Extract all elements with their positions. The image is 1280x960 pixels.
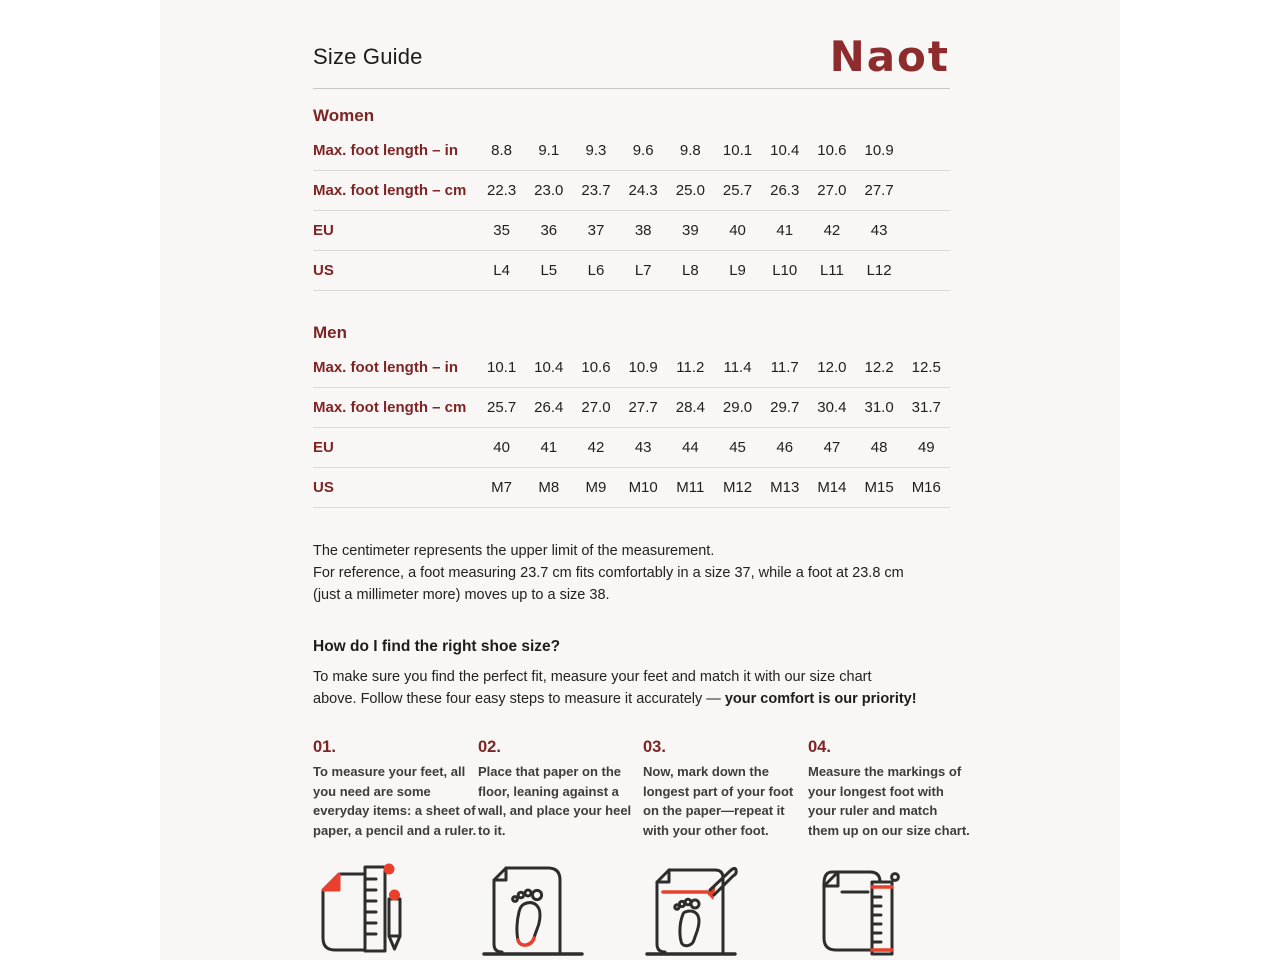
size-value-cell: M13 xyxy=(770,479,800,496)
size-value-cell: 27.0 xyxy=(581,399,611,416)
size-table-row xyxy=(313,211,950,251)
steps-row xyxy=(313,736,970,840)
step-2-number: 02. xyxy=(478,738,501,756)
women-heading: Women xyxy=(313,106,375,125)
size-value-cell: L10 xyxy=(772,262,798,279)
size-value-cell: M16 xyxy=(911,479,941,496)
size-value-cell: 10.4 xyxy=(534,359,564,376)
size-value-cell: 27.0 xyxy=(817,182,847,199)
size-value-cell: M10 xyxy=(628,479,658,496)
size-value-cell: 26.4 xyxy=(534,399,564,416)
size-value-cell: 46 xyxy=(776,439,794,456)
size-value-cell: M8 xyxy=(538,479,560,496)
row-label: US xyxy=(313,479,334,496)
size-value-cell: 45 xyxy=(729,439,746,456)
size-value-cell: 31.0 xyxy=(864,399,894,416)
size-value-cell: 12.2 xyxy=(864,359,894,376)
size-value-cell: 41 xyxy=(776,222,794,239)
size-value-cell: 27.7 xyxy=(864,182,894,199)
row-label: Max. foot length – cm xyxy=(313,182,467,199)
size-table-row xyxy=(313,131,950,171)
size-guide-panel xyxy=(160,0,1120,960)
size-value-cell: 25.7 xyxy=(722,182,753,199)
size-value-cell: 10.6 xyxy=(581,359,611,376)
size-value-cell: 9.3 xyxy=(585,142,607,159)
size-value-cell: 11.2 xyxy=(676,359,705,376)
size-value-cell: 40 xyxy=(729,222,746,239)
women-size-table xyxy=(313,131,950,291)
note-line: For reference, a foot measuring 23.7 cm fits comfortably in a size 37, while a foot at 23.8 cm xyxy=(313,565,904,581)
size-value-cell: 8.8 xyxy=(491,142,513,159)
row-label: Max. foot length – in xyxy=(313,359,458,376)
measurement-note xyxy=(313,540,950,606)
step-3 xyxy=(643,736,808,840)
size-value-cell: 42 xyxy=(823,222,841,239)
size-value-cell: 10.1 xyxy=(722,142,753,159)
size-value-cell: M9 xyxy=(585,479,607,496)
howto-line: To make sure you find the perfect fit, measure your feet and match it with our size chart xyxy=(313,669,872,685)
size-value-cell: 30.4 xyxy=(817,399,847,416)
size-table-row xyxy=(313,468,950,508)
size-value-cell: M15 xyxy=(864,479,894,496)
size-value-cell: 23.7 xyxy=(581,182,611,199)
howto-heading: How do I find the right shoe size? xyxy=(313,638,561,655)
size-value-cell: 23.0 xyxy=(534,182,564,199)
size-value-cell: L4 xyxy=(493,262,510,279)
size-table-row xyxy=(313,388,950,428)
size-value-cell: 25.7 xyxy=(486,399,517,416)
size-table-row xyxy=(313,171,950,211)
step-1-text: To measure your feet, all you need are some everyday items: a sheet of paper, a pencil and a ruler. xyxy=(313,764,477,838)
page-title: Size Guide xyxy=(313,44,423,69)
size-value-cell: 12.5 xyxy=(911,359,941,376)
size-value-cell: 26.3 xyxy=(770,182,800,199)
men-size-table xyxy=(313,348,950,508)
size-value-cell: 9.8 xyxy=(679,142,701,159)
size-value-cell: 10.1 xyxy=(486,359,517,376)
step-2 xyxy=(478,736,643,840)
step-1-number: 01. xyxy=(313,738,336,756)
paper-ruler-pencil-icon xyxy=(313,862,413,956)
men-heading: Men xyxy=(313,323,347,342)
size-value-cell: 10.6 xyxy=(817,142,847,159)
header xyxy=(313,0,950,88)
size-value-cell: M12 xyxy=(722,479,753,496)
size-value-cell: 43 xyxy=(634,439,652,456)
step-3-text: Now, mark down the longest part of your foot on the paper—repeat it with your other foot. xyxy=(643,764,794,838)
howto-line: above. Follow these four easy steps to measure it accurately — your comfort is our priority! xyxy=(313,691,917,707)
men-section xyxy=(313,321,950,508)
size-value-cell: 42 xyxy=(587,439,605,456)
size-value-cell: 38 xyxy=(634,222,652,239)
size-table-row xyxy=(313,348,950,388)
size-value-cell: 24.3 xyxy=(628,182,658,199)
size-value-cell: 28.4 xyxy=(675,399,705,416)
size-value-cell: 36 xyxy=(540,222,558,239)
step-1 xyxy=(313,736,478,840)
row-label: Max. foot length – cm xyxy=(313,399,467,416)
size-table-row xyxy=(313,428,950,468)
size-value-cell: 35 xyxy=(493,222,510,239)
size-value-cell: 39 xyxy=(682,222,699,239)
size-value-cell: 9.6 xyxy=(632,142,654,159)
size-value-cell: 25.0 xyxy=(675,182,705,199)
women-section xyxy=(313,104,950,291)
step-2-text: Place that paper on the floor, leaning against a wall, and place your heel to it. xyxy=(478,764,632,838)
step-4-number: 04. xyxy=(808,738,831,756)
row-label: EU xyxy=(313,439,334,456)
size-value-cell: L11 xyxy=(819,262,844,279)
howto-emphasis: your comfort is our priority! xyxy=(724,691,917,707)
size-value-cell: 29.0 xyxy=(722,399,753,416)
size-value-cell: 27.7 xyxy=(628,399,658,416)
size-value-cell: 29.7 xyxy=(770,399,800,416)
mark-foot-pencil-icon xyxy=(643,862,753,956)
size-value-cell: 11.4 xyxy=(723,359,752,376)
row-label: Max. foot length – in xyxy=(313,142,458,159)
size-value-cell: 10.9 xyxy=(864,142,894,159)
step-4-text: Measure the markings of your longest foot with your ruler and match them up on our size chart. xyxy=(808,764,970,838)
size-value-cell: L8 xyxy=(682,262,699,279)
size-value-cell: 44 xyxy=(682,439,699,456)
size-value-cell: 49 xyxy=(917,439,935,456)
naot-logo: Naot xyxy=(829,32,950,81)
size-value-cell: 9.1 xyxy=(538,142,560,159)
size-table-row xyxy=(313,251,950,291)
note-line: The centimeter represents the upper limit of the measurement. xyxy=(313,543,715,559)
step-4 xyxy=(808,736,973,840)
size-value-cell: 11.7 xyxy=(770,359,799,376)
size-value-cell: 43 xyxy=(870,222,888,239)
row-label: EU xyxy=(313,222,334,239)
size-value-cell: L12 xyxy=(866,262,892,279)
size-value-cell: M14 xyxy=(817,479,847,496)
size-value-cell: 41 xyxy=(540,439,558,456)
size-value-cell: M11 xyxy=(676,479,705,496)
row-label: US xyxy=(313,262,334,279)
size-value-cell: 10.4 xyxy=(770,142,800,159)
size-value-cell: 47 xyxy=(823,439,841,456)
note-line: (just a millimeter more) moves up to a size 38. xyxy=(313,587,610,603)
size-value-cell: L6 xyxy=(587,262,605,279)
size-value-cell: L7 xyxy=(634,262,652,279)
size-value-cell: 37 xyxy=(587,222,605,239)
howto-paragraph xyxy=(313,666,950,710)
size-guide-content xyxy=(313,0,970,956)
step-3-number: 03. xyxy=(643,738,666,756)
paper-footprint-heel-icon xyxy=(478,862,588,956)
size-value-cell: 22.3 xyxy=(486,182,517,199)
size-value-cell: 31.7 xyxy=(911,399,941,416)
size-value-cell: 10.9 xyxy=(628,359,658,376)
step-icons-row xyxy=(313,862,950,956)
size-value-cell: 12.0 xyxy=(817,359,847,376)
size-value-cell: M7 xyxy=(491,479,513,496)
size-value-cell: L9 xyxy=(729,262,746,279)
header-divider xyxy=(313,88,950,89)
size-value-cell: 40 xyxy=(493,439,510,456)
size-value-cell: 48 xyxy=(870,439,888,456)
size-value-cell: L5 xyxy=(540,262,558,279)
measure-markings-ruler-icon xyxy=(808,862,908,956)
